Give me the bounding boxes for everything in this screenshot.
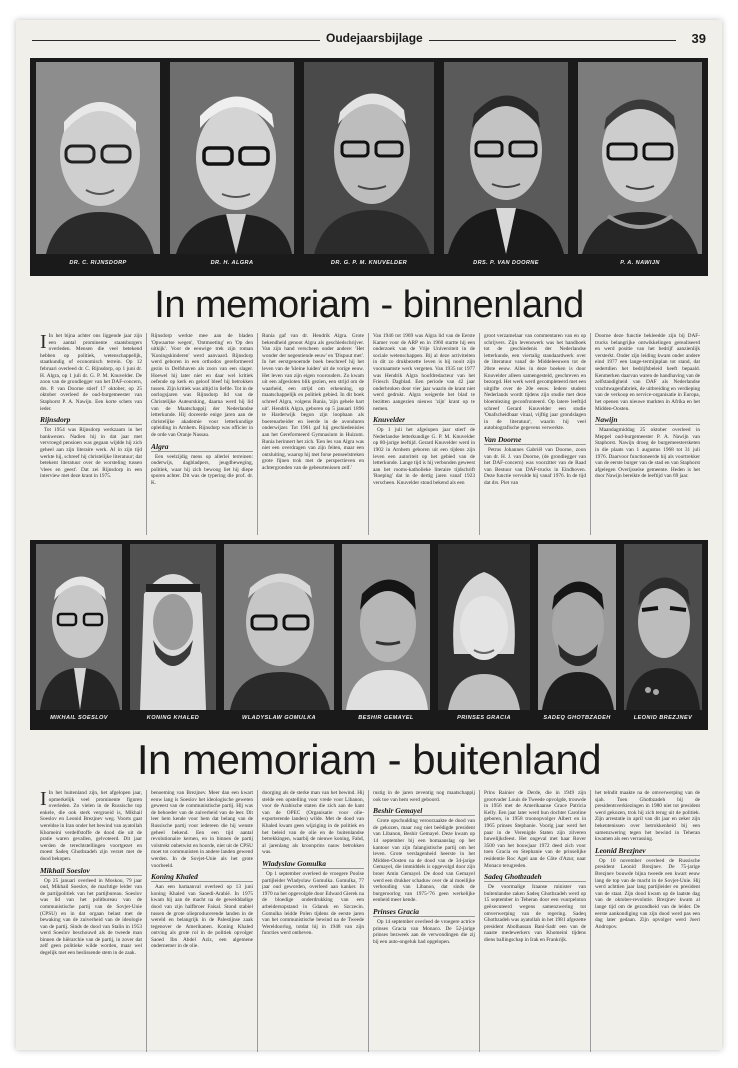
subhead-brezjnev: Leonid Brezjnev <box>595 846 700 856</box>
caption-brezjnev: LEONID BREZJNEV <box>633 715 693 721</box>
photo-algra <box>170 62 294 254</box>
paragraph: De voormalige Iraanse minister van buitenlandse zaken Sadeq Ghotbzadeh werd op 15 september in Teheran door een vuurpeloton geëxecuteerd wegens samenzwering tot omverwerping van de regering. Sadeq Ghotbzadeh was ayatollah in het 1981 afgezette president Abolhassan Bani-Sadr een van de naaste medewerkers van Khomeini tijdens diens ballingschap in Irak en Frankrijk. <box>484 884 586 943</box>
caption-van-doorne: DRS. P. VAN DOORNE <box>473 260 539 266</box>
photo-soeslov <box>36 544 122 710</box>
subhead-algra: Algra <box>151 442 253 452</box>
column-rule <box>590 790 591 1052</box>
photo-gemayel <box>342 544 430 710</box>
photo-ghotbzadeh <box>538 544 616 710</box>
column-rule <box>590 333 591 535</box>
photo-brezjnev <box>624 544 702 710</box>
photo-khaled <box>130 544 216 710</box>
domestic-col-2 <box>151 333 253 535</box>
photo-gomulka <box>224 544 334 710</box>
paragraph: Op 25 januari overleed in Moskou, 79 jaar oud, Mikhail Soeslov, de machtige leider van de partijpolitiek van het partijbureau. Soeslov was lid van het politbureau van de communistische partij van de Sovjet-Unie (CPSU) en in dat orgaan belast met de bewaking van de zuiverheid van de ideologie van de partij. Sinds de dood van Stalin in 1953 werd Soeslov beschouwd als de tweede man binnen de hiërarchie van de partij, in zover dat zelf geen politieke wilde worden, maar wel degelijk met een beslissende stem in de zaak. <box>40 877 142 957</box>
paragraph: Op 1 september overleed de vroegere Poolse partijleider Wladyslaw Gomulka. Gomulka, 77 jaar oud geworden, overleed aan kanker. In 1970 na het opgevolgde door Edward Gierek na de bloedige onderdrukking van een arbeidersopstand in Gdansk en Szczecin. Gomulka leidde Polen tijdens de eerste jaren van het communistische bewind na de Tweede Wereldoorlog, totdat hij in 1948 van zijn functies werd ontheven. <box>262 870 364 937</box>
caption-rijnsdorp: DR. C. RIJNSDORP <box>69 260 127 266</box>
photo-nawijn <box>578 62 702 254</box>
paragraph: Tot 1954 was Rijnsdorp werkzaam in het bankwezen. Nadien hij in dat jaar met vervroegd pensioen was gegaan wijdde hij zich geheel aan zijn literaire werk. Al in zijn tijd werkte hij, schreef hij christelijke literatuur; dat betekent literatuur over de worsteling tussen 'vlees en geest'. Dat zei Rijnsdorp in een interview met deze krant in 1975. <box>40 427 142 480</box>
column-rule <box>479 790 480 1052</box>
domestic-col-3 <box>262 333 364 535</box>
column-rule <box>479 333 480 535</box>
paragraph: Grote opschudding veroorzaakte de dood van de gekozen, maar nog niet beëdigde president van Libanon, Beshir Gemayel. Deze kwam op 14 september bij een bomaanslag op het kantoor van zijn falangistische partij om het leven. Grote verslagenheid heerste in het Midden-Oosten na de dood van de 34-jarige Gemayel, die immiddels is opgevolgd door zijn broer Amin Gemayel. De dood van Gemayel werd een drukker schaduw over de al moeilijke verhouding van Libanon, dat sinds de burgeroorlog van 1975-'76 geen werkelijke eenheid meer kende. <box>373 818 475 904</box>
column-rule <box>257 790 258 1052</box>
foreign-col-5 <box>484 790 586 1052</box>
column-rule <box>146 790 147 1052</box>
photo-gracia <box>438 544 530 710</box>
page-number: 39 <box>691 31 706 46</box>
subhead-gomulka: Wladyslaw Gomulka <box>262 859 364 869</box>
domestic-intro: In het bijna achter ons liggende jaar zijn een aantal prominente staatsburgers overleden. Mensen die veel betekend hebben op politiek, wetenschappelijk, staatkundig of economisch terrein. Op 12 februari overleed dr. C. Rijnsdorp, op 1 juni dr. H. Algra, op 1 juli dr. G. P. M. Knuvelder. De zoon van de grondlegger van het DAF-concern, drs. P. van Doorne stierf 17 oktober, op 25 oktober overleed de oud-burgemeester van Staphorst P. A. Nawijn. Een korte schets van ieder. <box>40 333 142 412</box>
domestic-photo-band <box>30 58 708 276</box>
paragraph: Doorne deze functie bekleedde zijn bij DAF-trucks belangrijke ontwikkelingen gerealiseerd en werd positie van het bedrijf aanzienlijk versterkt. Onder zijn leiding kwam onder andere eind 1977 een lange-termijnplan tot stand, dat sedertdien het bedrijfsbeleid heeft bepaald. Kenmerken daarvan waren de handhaving van de zelfstandigheid van DAF als Nederlandse vrachtwagenfabriek, de uitbreiding en verdieping van de verkoop en service-organisatie in Europa, het openen van nieuwe markten in Afrika en het Midden-Oosten. <box>595 333 700 412</box>
caption-knuvelder: DR. G. P. M. KNUVELDER <box>330 260 408 266</box>
foreign-col-4 <box>373 790 475 1052</box>
paragraph: doorging als de sterke man van het bewind. Hij stelde een opstelling voor vrede voor Libanon, voor de Arabische staten die zich aan de kant van de OPEC (Organisatie voor olie-exporterende landen) wilde. Met de dood van Khaled kwam geen wijziging in de politiek en het beleid van de olie en de buitenlandse betrekkingen, waarbij de nieuwe koning, Fahd, al jarenlang als kroonprins nauw betrokken was. <box>262 790 364 856</box>
foreign-col-6 <box>595 790 700 1052</box>
foreign-intro: In het buitenland zijn, het afgelopen jaar, opmerkelijk veel prominente figuren overleden. Zo vielen in de Russische top enkele, die ook sterk vergroeid is, Mikhail Soeslov en Leonid Brezjnev weg. Voorts gaat wereldse in Iran onder het bewind van ayatollah Khomeini verdelfstoffe de dood die uit de pratie waren gevallen, gelvoteerd. Dit jaar werden de terechtstellingen voortgezet en moest Sadeq Ghotbzadeh zijn verzet met de dood bekopen. <box>40 790 142 862</box>
subhead-soeslov: Mikhail Soeslov <box>40 866 142 876</box>
paragraph: groot verzamelaar van commentaren van en op schrijvers. Zijn levenswerk was het handboek tot de geschiedenis der Nederlandse letterkunde, een viertalig standaardwerk over de literatuur vanaf de Middeleeuwen tot de 20ste eeuw. Alles in deze boeken is door Knuvelder alleen samengesteld, geschreven en bezorgd. Het werk werd gecompleteerd met een uitgifte over de 20e eeuw. Iedere student Nederlands wordt tijdens zijn studie met deze bloemlezing geconfronteerd. Op latere leeftijd schreef Gerard Knuvelder een studie 'Onafscheidbaar vitaal, vijftig jaar grondslagen in de literatuur', waarin hij veel autobiografische gegevens verwerkte. <box>484 333 586 432</box>
paragraph: Op 14 september overleed de vroegere actrice prinses Gracia van Monaco. De 52-jarige prinses bezweek aan de verwondingen die zij bij een auto-ongeluk had opgelopen. <box>373 918 475 945</box>
caption-gracia: PRINSES GRACIA <box>457 715 511 721</box>
domestic-col-1 <box>40 333 142 535</box>
domestic-col-5 <box>484 333 586 535</box>
paragraph: Een veelzijdig mens op allerlei terreinen: onderwijs, dagbladpers, jeugdbeweging, politiek, waar hij zich bewoog liet hij diepe sporen achter. Dit was de typering die prof. dr. K. <box>151 453 253 486</box>
caption-nawijn: P. A. NAWIJN <box>620 260 660 266</box>
caption-khaled: KONING KHALED <box>146 715 200 721</box>
subhead-gracia: Prinses Gracia <box>373 907 475 917</box>
drop-cap: I <box>40 790 47 810</box>
caption-gomulka: WLADYSLAW GOMULKA <box>242 715 316 721</box>
newspaper-page <box>16 20 722 1050</box>
caption-algra: DR. H. ALGRA <box>210 260 254 266</box>
paragraph: Op 10 november overleed de Russische president Leonid Brezjnev. De 75-jarige Brezjnev bouwde bijna tweede een kwart eeuw lang de top van de macht in de Sovjet-Unie. Hij werd achttien jaar lang partijleider en president van de staat. Zijn dood kwam op de laatste dag van de oktober-revolutie. Brezjnev kwam al lange tijd om de gezondheid van de leider. De eerste aankondiging van zijn dood werd pas een dag later gedaan. Zijn opvolger werd Joeri Andropov. <box>595 857 700 930</box>
column-rule <box>146 333 147 535</box>
photo-rijnsdorp <box>36 62 160 254</box>
subhead-rijnsdorp: Rijnsdorp <box>40 415 142 425</box>
paragraph: Rijnsdorp werkte mee aan de bladen 'Opwaartse wegen', 'Ontmoeting' en 'Op den uitkijk'. Voor de eeuwige trek zijn roman 'Koningskinderen' werd aanvaard. Rijnsdorp werd geboren in een orthodox gereformeerd gezin in Delfshaven als zoon van een slager. Hoewel hij later niet en daar wel kritiek oefende op kerk en geloof bleef hij betrokken tussen. Zijn kritiek was altijd in liefde. Tot in de oorlogsjaren was Rijnsdorp lid van de Christelijke Auteursking, daarna werd hij lid van de Maatschappij der Nederlandse letterkunde. Hij doceerde enige jaren aan de christelijke akademie voor letterkundige opleiding in Arnhem. Rijnsdorp was officier in de orde van Oranje Nassau. <box>151 333 253 438</box>
foreign-col-3 <box>262 790 364 1052</box>
column-rule <box>257 333 258 535</box>
paragraph: Maandagmiddag 25 oktober overleed in Meppel oud-burgemeester P. A. Nawijn van Staphorst. Nawijn droeg de burgemeestersketen in die plaats van 1 augustus 1968 tot 31 juli 1976. Daarvoor functioneerde hij als voortrekker van de eerste burger van de stad en van Staphorst afgelegen Overijsselse gemeente. Heden is het door Nawijn bereikte de leeftijd van 69 jaar. <box>595 427 700 480</box>
subhead-van-doorne: Van Doorne <box>484 435 586 445</box>
caption-gemayel: BESHIR GEMAYEL <box>358 715 414 721</box>
paragraph: Runia gaf van dr. Hendrik Algra. Grote bekendheid genoot Algra als geschiedschrijver. Van zijn hand verscheen onder andere: 'Het wonder der negentiende eeuw' en 'Dispuut met'. In het eerstgenoemde boek beschreef hij het leven van de 'kleine luiden' uit de vorige eeuw. Het leven van zijn eigen voorouders. Zo kwam uit een afgesloten blik gezien, een strijd om de waarheid, een strijd om erkenning, op maatschappelijk en politiek gebied. In dit boek schreef Algra, volgens Runia, 'zijn gehele hart uit'. Hendrik Algra, geboren op 5 januari 1896 te Harderwijk begon zijn loopbaan als boerenarbeider en leerde in de avonduren onderwijzer. Tot 1961 gaf hij geschiedenisles aan het Gereformeerd Gymnasium in Huizum. Runia herinnert het zich. 'Een les van Algra was niet een overdragen van zijn feiten, maar een ontsluiting, waarop hij met forse penseelstreken grote fijnen trok met de perspectieven en achtergronden van de gebeurtenissen zelf.' <box>262 333 364 471</box>
photo-van-doorne <box>444 62 568 254</box>
paragraph: Aan een hartaanval overleed op 13 juni koning Khaled van Saoedi-Arabië. In 1975 kwam hij aan de macht na de gewelddadige dood van zijn halfbroer Faisal. Stond stabiel tussen de grote olieproducerende landen in de wereld en belangrijk in de Palestijnse zaak tegenover de Amerikanen. Koning Khaled ontving als grote rol in de politiek opvolger Saoed Ibn Abdel Aziz, een algemene ondernemer in de olie. <box>151 884 253 950</box>
domestic-col-6 <box>595 333 700 535</box>
paragraph: Prins Rainier de Derde, die in 1949 zijn grootvader Louis de Tweede opvolgde, trouwde in 1956 met de Amerikaanse Grace Patricia Kelly. Een jaar later werd hun dochter Caroline geboren, in 1958 troonopvolger Albert en in 1965 prinses Stephanie. Voorig jaar werd het paar in de Verenigde Staten zijn zilveren huwelijksfeest. Het ongeval met haar Rover 3500 van het bouwjaar 1972 deed zich voor toen Gracia en Stephanie van de prinselijke residentie Roc Agel aan de Côte d'Azur, naar Monaco terugreden. <box>484 790 586 869</box>
photo-knuvelder <box>304 62 434 254</box>
paragraph: Van 1946 tot 1969 was Algra lid van de Eerste Kamer voor de ARP en in 1960 startte hij een onderzoek van de Vrije Universiteit in de sociale wetenschappen. Bij al deze activiteiten in dit zo drukbezette leven is hij nooit zijn voornaamste werk vergeten. Van 1935 tot 1977 was Hendrik Algra hoofdredacteur van het Friesch Dagblad. Een periode van 42 jaar onderbroken door vier jaar waarin de krant niet werd gedrukt. Algra weigerde het blad te bezitten aangezien nieuws 'zijn' krant op te nemen. <box>373 333 475 412</box>
foreign-article <box>40 790 700 1052</box>
paragraph: het telndit maakte na de omverwerping van de sjah. Toen Ghotbzadeh bij de presidentsverkiezingen in 1980 niet tot president werd gekozen, trok hij zich terug uit de politiek. Zijn arrestatie in april van dit jaar en zeker zijn bekentenissen over betrokkenheid bij een samenzwering tegen het bewind in Teheran kwamen als een verrassing. <box>595 790 700 843</box>
subhead-khaled: Koning Khaled <box>151 872 253 882</box>
page-header <box>32 32 706 48</box>
foreign-col-2 <box>151 790 253 1052</box>
subhead-ghotbzadeh: Sadeq Ghotbzadeh <box>484 872 586 882</box>
section-title: Oudejaarsbijlage <box>320 31 429 45</box>
caption-ghotbzadeh: SADEQ GHOTBZADEH <box>543 715 611 721</box>
column-rule <box>368 333 369 535</box>
domestic-article <box>40 333 700 535</box>
domestic-heading: In memoriam - binnenland <box>154 284 584 326</box>
subhead-nawijn: Nawijn <box>595 415 700 425</box>
foreign-col-1 <box>40 790 142 1052</box>
paragraph: Op 1 juli het afgelopen jaar stierf de Nederlandse letterkundige G. P. M. Knuvelder op 80-jarige leeftijd. Gerard Knuvelder werd in 1902 in Arnhem geboren uit een tijdens zijn leven een autoriteit op het gebied van de letterkunde. Lange tijd is hij verbonden geweest aan het rooms-katholieke literaire tijdschrift 'Roeping' dat in de dertig jaren vanaf 1923 verscheen. Knuvelder stond bekend als een <box>373 427 475 486</box>
foreign-photo-band <box>30 540 708 730</box>
paragraph: Petrus Johannes Gabriël van Doorne, zoon van dr. H. J. van Doorne, (de grondlegger van het DAF-concern) was voorzitter van de Raad van Bestuur van DAF-trucks in Eindhoven. Deze functie vervulde hij vanaf 1976. In de tijd dat drs. Piet van <box>484 446 586 486</box>
foreign-heading: In memoriam - buitenland <box>136 736 602 783</box>
drop-cap: I <box>40 333 47 353</box>
subhead-knuvelder: Knuvelder <box>373 415 475 425</box>
paragraph: rustig in de jaren zeventig nog maatschappij ook toe van hem werd geboord. <box>373 790 475 803</box>
column-rule <box>368 790 369 1052</box>
caption-soeslov: MIKHAIL SOESLOV <box>50 715 108 721</box>
subhead-gemayel: Beshir Gemayel <box>373 806 475 816</box>
paragraph: benoeming van Brezjnev. Meer dan een kwart eeuw lang is Soeslov het ideologische geweten geweest van de communistische partij. Hij was de behoeder van de zuiverheid van de leer. Dit leer hem kende voor hem dat belang van de Russische partij voor iedereen die hij wenste geheel bekend. Een een tijd aantal revolutionaire kernen, en in binnen de partij volstrekt onbetwist en hoorde, niet uit de CPSU moet tot communisten in andere landen gewend werden. In de Sovjet-Unie als het grote voorbeeld. <box>151 790 253 869</box>
domestic-col-4 <box>373 333 475 535</box>
